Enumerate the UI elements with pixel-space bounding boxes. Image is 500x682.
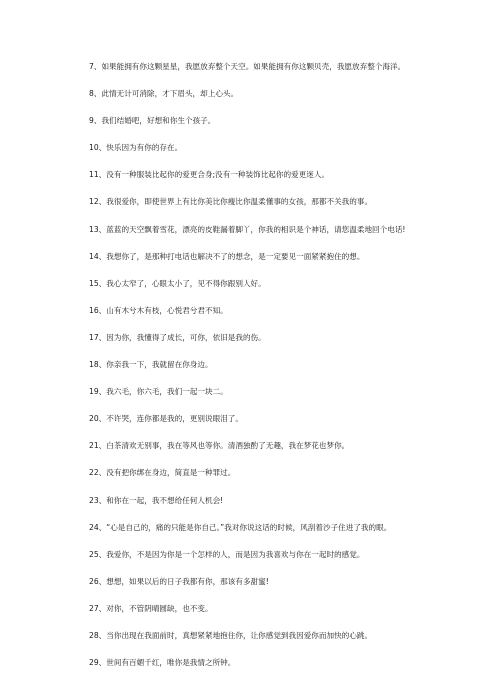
item-text: “心是自己的，痛的只能是你自己。”我对你说这话的时候，风刮着沙子住进了我的眼。 (106, 522, 392, 532)
list-item (89, 59, 489, 86)
list-item (89, 86, 489, 113)
list-item (89, 330, 489, 357)
item-number: 15、 (89, 278, 107, 288)
item-number: 29、 (89, 658, 107, 668)
item-text: 我心太窄了，心眼太小了，见不得你跟别人好。 (106, 278, 266, 288)
item-text: 如果能拥有你这颗星星，我愿放弃整个天空。如果能拥有你这颗贝壳，我愿放弃整个海洋。 (101, 62, 406, 71)
item-text: 我爱你，不是因为你是一个怎样的人，而是因为我喜欢与你在一起时的感觉。 (106, 549, 365, 559)
item-number: 23、 (89, 495, 107, 505)
list-item (89, 140, 489, 167)
item-text: 和你在一起，我不想给任何人机会! (106, 495, 224, 505)
item-number: 19、 (89, 387, 107, 397)
item-number: 12、 (89, 197, 107, 207)
item-text: 此情无计可消除，才下眉头，却上心头。 (101, 89, 239, 99)
item-number: 13、 (89, 224, 107, 234)
item-number: 17、 (89, 332, 107, 342)
quote-list (89, 59, 489, 682)
item-number: 21、 (89, 441, 107, 451)
item-number: 16、 (89, 305, 107, 315)
item-text: 想想，如果以后的日子我都有你，那该有多甜蜜! (106, 576, 269, 586)
item-text: 山有木兮木有枝，心悦君兮君不知。 (106, 305, 228, 315)
list-item (89, 194, 489, 221)
list-item (89, 113, 489, 140)
item-number: 7、 (89, 62, 102, 71)
list-item (89, 547, 489, 574)
item-text: 没有一种服装比起你的爱更合身;没有一种装饰比起你的爱更迷人。 (106, 170, 330, 180)
list-item (89, 167, 489, 194)
list-item (89, 655, 489, 682)
list-item (89, 493, 489, 520)
item-number: 14、 (89, 251, 107, 261)
item-number: 26、 (89, 576, 107, 586)
item-number: 11、 (89, 170, 107, 180)
item-text: 当你出现在我面前时，真想紧紧地抱住你，让你感觉到我因爱你而加快的心跳。 (106, 630, 373, 640)
item-text: 快乐因为有你的存在。 (106, 143, 183, 153)
list-item (89, 222, 489, 249)
item-text: 我六毛，你六毛，我们一起一块二。 (106, 387, 228, 397)
item-number: 10、 (89, 143, 107, 153)
item-number: 28、 (89, 630, 107, 640)
item-text: 蓝蓝的天空飘着雪花，漂亮的皮鞋漏着脚丫，你我的相识是个神话，请您温柔地回个电话! (106, 224, 406, 234)
item-number: 9、 (89, 116, 102, 126)
item-text: 不许哭，连你都是我的，更别说眼泪了。 (106, 414, 243, 424)
list-item (89, 384, 489, 411)
list-item (89, 357, 489, 384)
list-item (89, 601, 489, 628)
item-text: 我想你了，是那种打电话也解决不了的想念，是一定要见一面紧紧抱住的想。 (106, 251, 365, 261)
list-item (89, 276, 489, 303)
item-text: 我很爱你，即使世界上有比你美比你瘦比你温柔懂事的女孩，那都不关我的事。 (106, 197, 373, 207)
list-item (89, 249, 489, 276)
item-number: 25、 (89, 549, 107, 559)
item-number: 24、 (89, 522, 107, 532)
item-text: 因为你，我懂得了成长，可你，依旧是我的伤。 (106, 332, 266, 342)
item-number: 22、 (89, 468, 107, 478)
list-item (89, 411, 489, 438)
item-text: 你亲我一下，我就留在你身边。 (106, 360, 213, 370)
item-number: 8、 (89, 89, 102, 99)
list-item (89, 520, 489, 547)
item-text: 对你，不管阴晴圆缺，也不变。 (106, 603, 213, 613)
list-item (89, 465, 489, 492)
item-number: 20、 (89, 414, 107, 424)
list-item (89, 438, 489, 465)
list-item (89, 303, 489, 330)
item-text: 没有把你绑在身边，简直是一种罪过。 (106, 468, 236, 478)
item-text: 我们结婚吧，好想和你生个孩子。 (101, 116, 216, 126)
item-number: 27、 (89, 603, 107, 613)
list-item (89, 574, 489, 601)
item-text: 世间有百媚千红，唯你是我情之所钟。 (106, 658, 236, 668)
item-text: 白茶清欢无别事，我在等风也等你。清酒独酌了无趣，我在梦花也梦你。 (106, 441, 350, 451)
list-item (89, 628, 489, 655)
item-number: 18、 (89, 360, 107, 370)
